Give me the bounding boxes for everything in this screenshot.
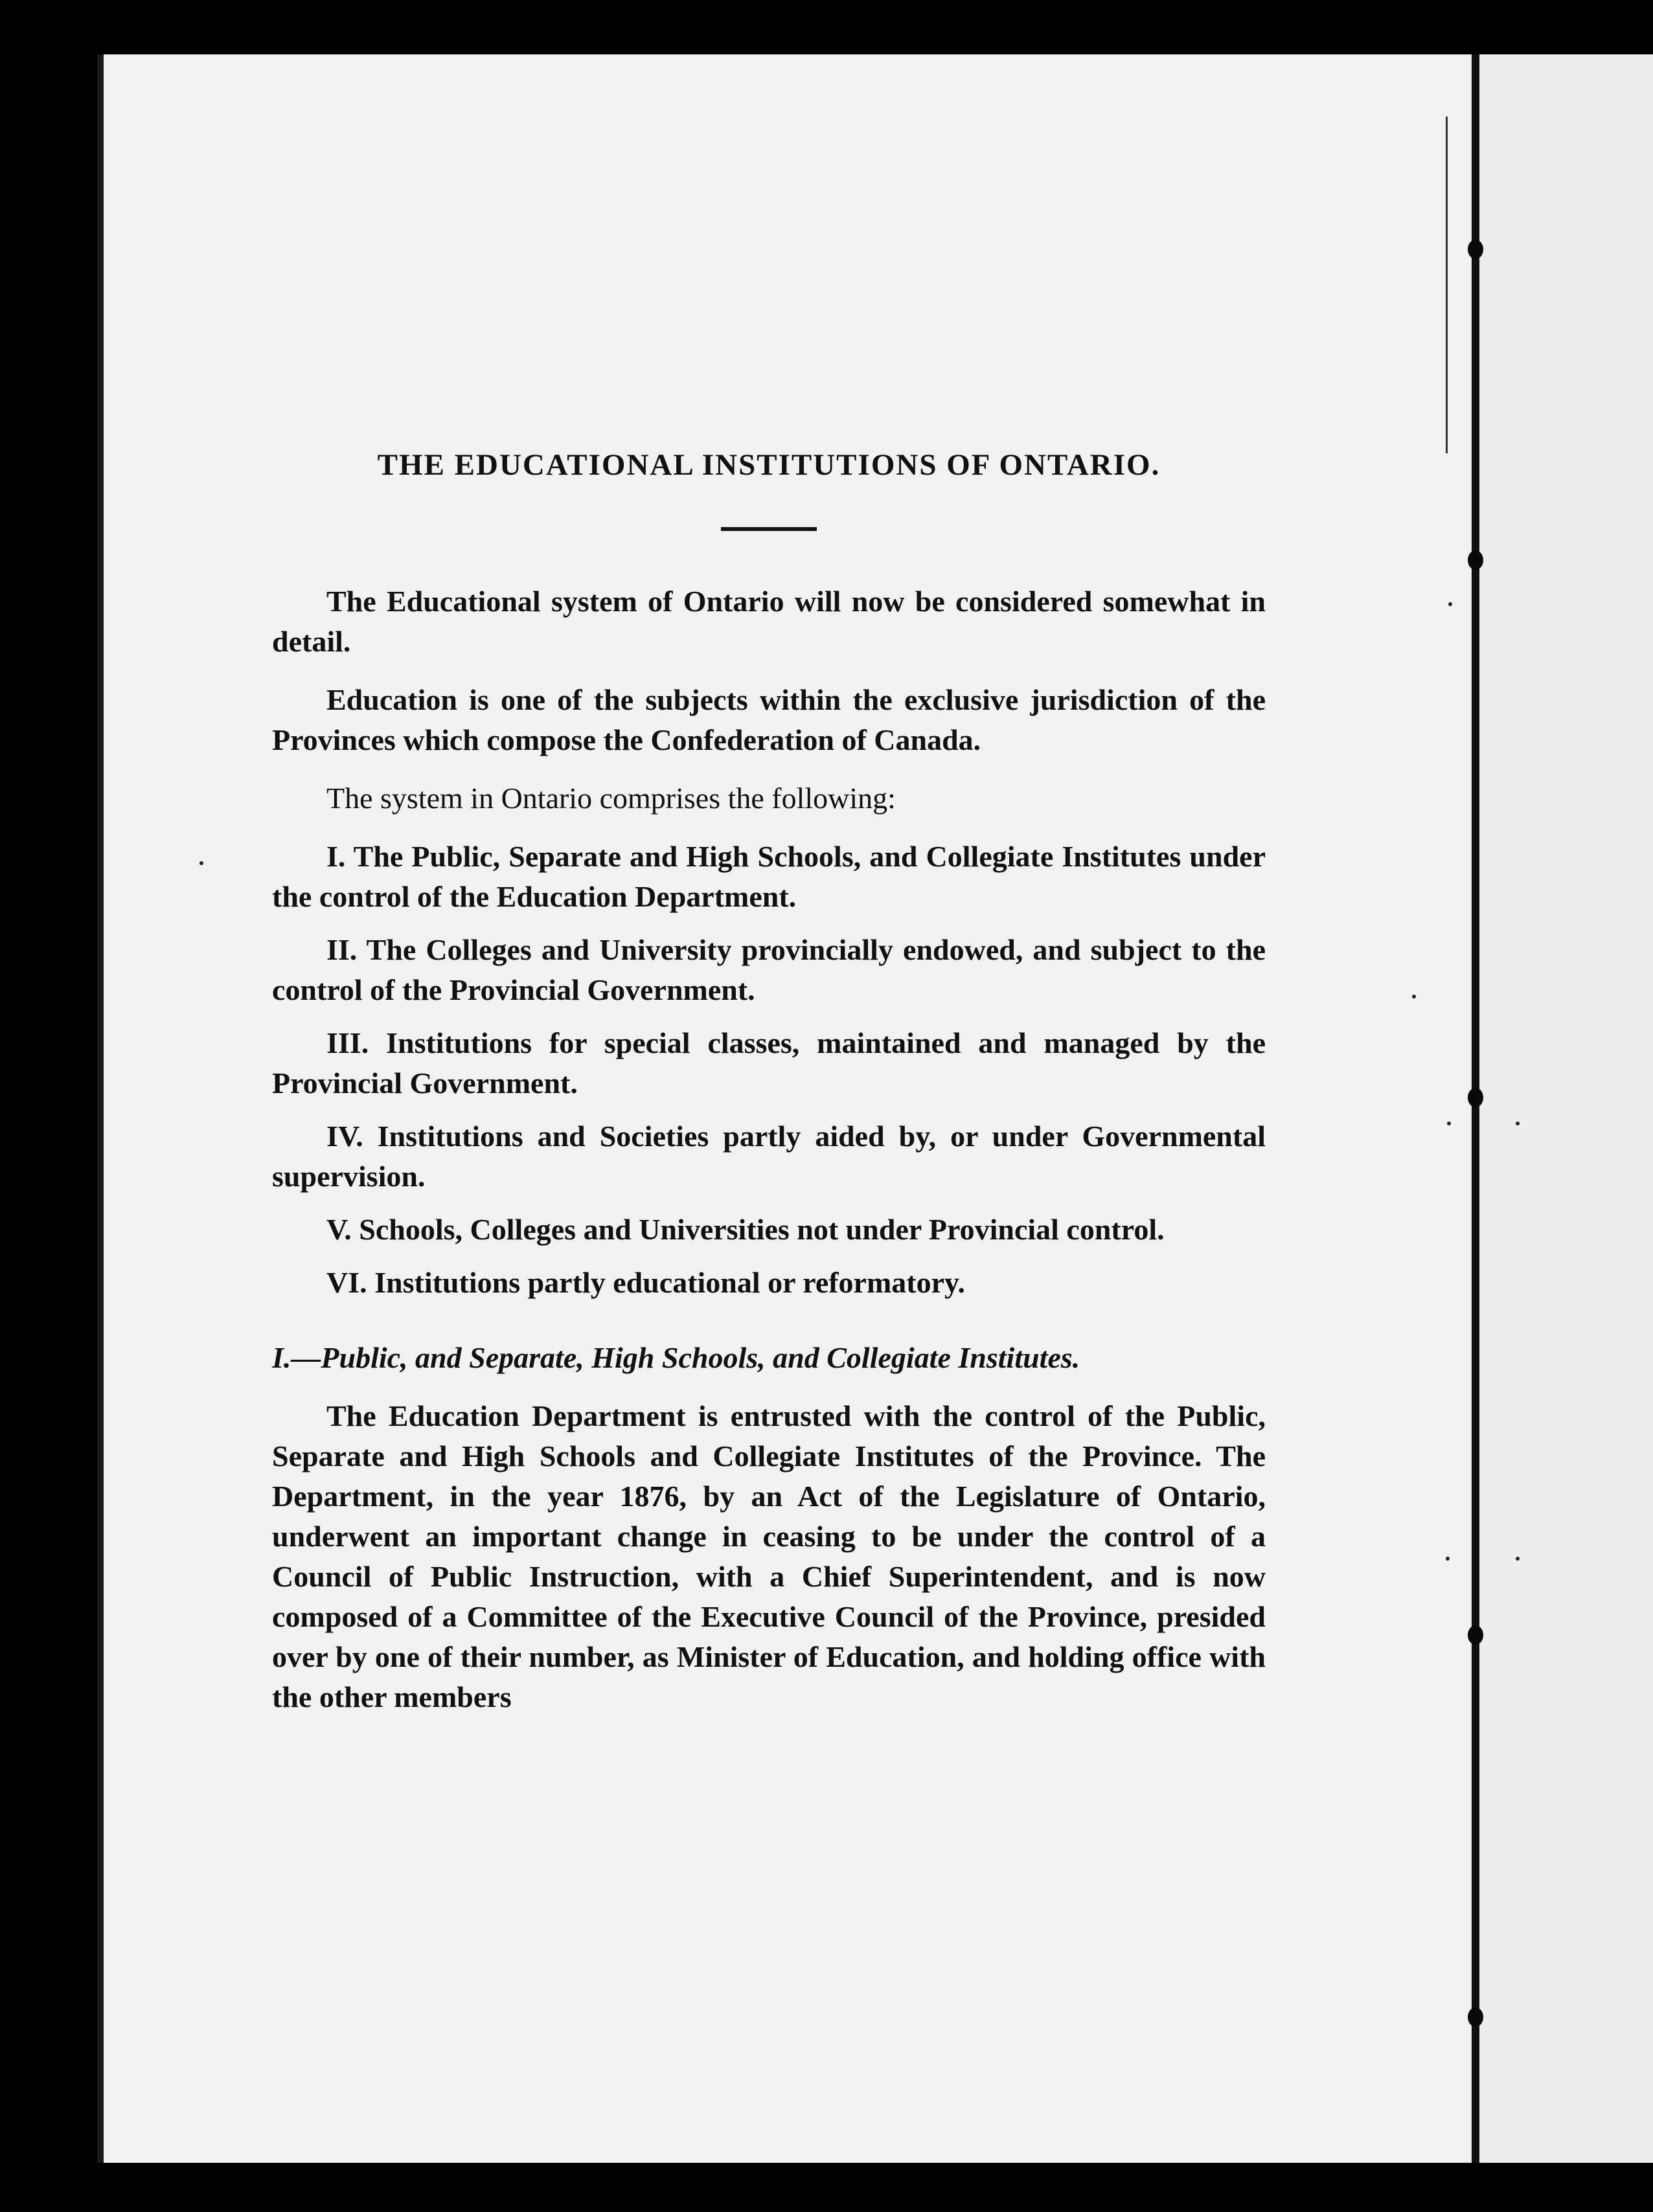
list-item: VI. Institutions partly educational or reformatory.: [326, 1266, 965, 1299]
ink-speck: [1447, 1122, 1451, 1125]
list-item: I. The Public, Separate and High Schools, and Collegiate Institutes under the control of the Education Department.: [272, 840, 1266, 913]
list-item: III. Institutions for special classes, maintained and managed by the Provincial Government.: [272, 1026, 1266, 1100]
binding-stitch-icon: [1468, 240, 1483, 259]
binding-gutter-thin: [1446, 117, 1448, 453]
list-item: II. The Colleges and University provincially endowed, and subject to the control of the Provincial Government.: [272, 933, 1266, 1006]
binding-stitch-icon: [1468, 1625, 1483, 1645]
list-item: IV. Institutions and Societies partly aided by, or under Governmental supervision.: [272, 1120, 1266, 1193]
page-text: [272, 427, 1266, 1735]
binding-stitch-icon: [1468, 2007, 1483, 2027]
section-paragraph: The Education Department is entrusted with the control of the Public, Separate and High Schools and Collegiate Institutes of the Province. The Department, in the year 1876, by an Act of the Legislature of Ontario, underwent an important change in ceasing to be under the control of a Council of Public Instruction, with a Chief Superintendent, and is now composed of a Committee of the Executive Council of the Province, presided over by one of their number, as Minister of Education, and holding office with the other members: [272, 1399, 1266, 1713]
ink-speck: [1516, 1557, 1520, 1561]
facing-page-edge: [1470, 54, 1653, 2163]
paragraph: The system in Ontario comprises the following:: [326, 782, 896, 815]
ink-speck: [1448, 602, 1452, 606]
ink-speck: [1446, 1557, 1450, 1561]
binding-stitch-icon: [1468, 1088, 1483, 1107]
page-title: THE EDUCATIONAL INSTITUTIONS OF ONTARIO.: [377, 448, 1161, 482]
paragraph: Education is one of the subjects within the exclusive jurisdiction of the Provinces which compose the Confederation of Canada.: [272, 683, 1266, 756]
ink-speck: [1412, 995, 1416, 999]
binding-gutter: [1472, 54, 1479, 2163]
list-item: V. Schools, Colleges and Universities not under Provincial control.: [326, 1213, 1165, 1246]
paragraph: The Educational system of Ontario will now be considered somewhat in detail.: [272, 585, 1266, 658]
ink-speck: [200, 861, 203, 865]
ink-speck: [1516, 1122, 1520, 1125]
section-heading: I.—Public, and Separate, High Schools, and Collegiate Institutes.: [272, 1341, 1080, 1374]
title-rule: [721, 527, 817, 531]
binding-stitch-icon: [1468, 550, 1483, 570]
